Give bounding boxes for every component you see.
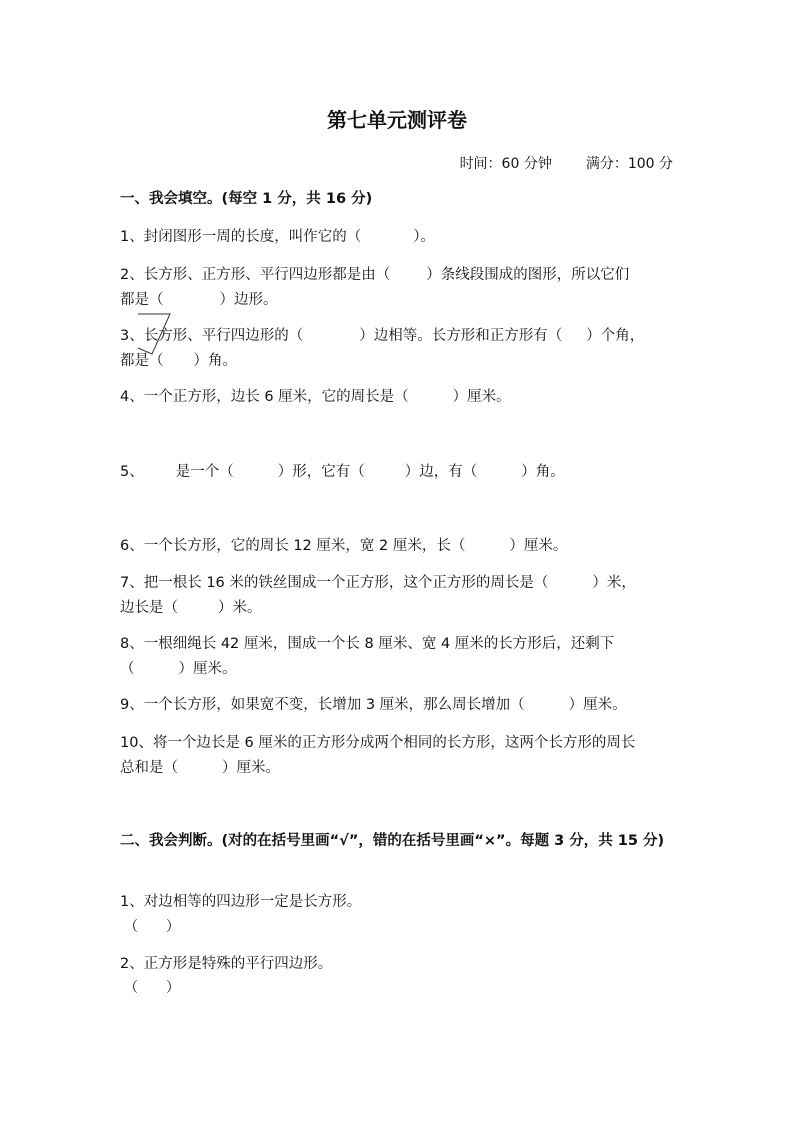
question-1: 1、封闭图形一周的长度，叫作它的（ ）。 <box>120 229 435 245</box>
exam-meta <box>460 153 673 173</box>
question-10: 10、将一个边长是 6 厘米的正方形分成两个相同的长方形，这两个长方形的周长 总和是（ ）厘米。 <box>120 735 636 776</box>
question-3: 3、长方形、平行四边形的（ ）边相等。长方形和正方形有（ ）个角， 都是（ ）角。 <box>120 328 645 369</box>
question-4: 4、一个正方形，边长 6 厘米，它的周长是（ ）厘米。 <box>120 389 511 405</box>
full-score: 满分：100 分 <box>585 156 673 172</box>
section-1-heading: 一、我会填空。(每空 1 分，共 16 分) <box>120 191 373 207</box>
time-limit: 时间：60 分钟 <box>459 156 552 172</box>
question-2: 2、长方形、正方形、平行四边形都是由（ ）条线段围成的图形，所以它们 都是（ ）边形。 <box>120 267 630 308</box>
section-2-heading: 二、我会判断。(对的在括号里画“√”，错的在括号里画“×”。每题 3 分，共 15 分) <box>120 833 665 849</box>
answer-blank-1[interactable]: （ ） <box>124 919 180 935</box>
question-7: 7、把一根长 16 米的铁丝围成一个正方形，这个正方形的周长是（ ）米， 边长是（ ）米。 <box>120 575 636 616</box>
question-8: 8、一根细绳长 42 厘米，围成一个长 8 厘米、宽 4 厘米的长方形后，还剩下 （ ）厘米。 <box>120 636 615 677</box>
answer-blank-2[interactable]: （ ） <box>124 980 180 996</box>
question-6: 6、一个长方形，它的周长 12 厘米，宽 2 厘米，长（ ）厘米。 <box>120 538 568 554</box>
judge-question-2: 2、正方形是特殊的平行四边形。 <box>120 956 333 972</box>
question-9: 9、一个长方形，如果宽不变，长增加 3 厘米，那么周长增加（ ）厘米。 <box>120 697 627 713</box>
judge-question-1: 1、对边相等的四边形一定是长方形。 <box>120 894 362 910</box>
question-5: 5、 是一个（ ）形，它有（ ）边，有（ ）角。 <box>120 464 565 480</box>
page-title: 第七单元测评卷 <box>327 108 467 132</box>
